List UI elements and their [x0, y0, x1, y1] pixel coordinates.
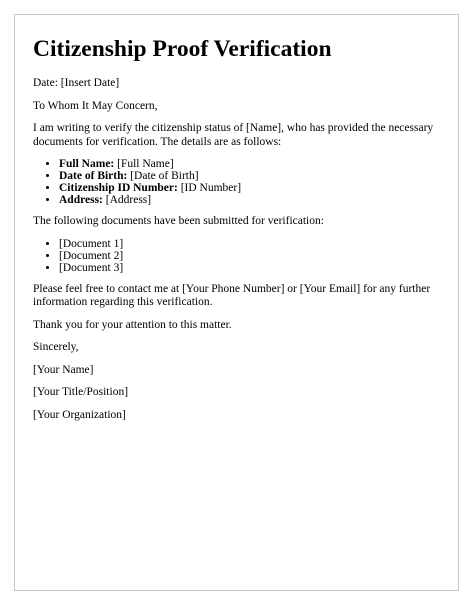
- detail-value: [Address]: [102, 194, 152, 206]
- detail-item-date-of-birth: [59, 170, 440, 182]
- contact-paragraph: Please feel free to contact me at [Your Phone Number] or [Your Email] for any further information regarding this verification.: [33, 282, 431, 308]
- detail-value: [Date of Birth]: [127, 170, 199, 182]
- page-title: Citizenship Proof Verification: [33, 36, 332, 62]
- detail-value: [ID Number]: [177, 182, 242, 194]
- document-item: • [Document 2]: [59, 250, 440, 262]
- detail-item-citizenship-id: [59, 182, 440, 194]
- signature-organization: [Your Organization]: [33, 408, 126, 421]
- salutation: To Whom It May Concern,: [33, 99, 158, 112]
- detail-label: Citizenship ID Number:: [59, 182, 178, 194]
- detail-label: Full Name:: [59, 158, 115, 170]
- thanks-paragraph: Thank you for your attention to this matter.: [33, 318, 232, 331]
- document-item: • [Document 3]: [59, 262, 440, 274]
- detail-value: [Full Name]: [114, 158, 174, 170]
- signature-name: [Your Name]: [33, 363, 94, 376]
- detail-item-full-name: [59, 158, 440, 170]
- closing: Sincerely,: [33, 341, 79, 353]
- detail-label: Address:: [59, 194, 103, 206]
- documents-list: [33, 238, 440, 274]
- letter-page: [14, 14, 459, 591]
- detail-label: Date of Birth:: [59, 170, 128, 182]
- signature-title: [Your Title/Position]: [33, 386, 129, 398]
- documents-intro: The following documents have been submitted for verification:: [33, 215, 324, 227]
- document-item: • [Document 1]: [59, 238, 440, 250]
- detail-item-address: [59, 194, 440, 206]
- date-line: Date: [Insert Date]: [33, 77, 120, 89]
- details-list: [33, 158, 440, 206]
- intro-paragraph: I am writing to verify the citizenship status of [Name], who has provided the necessary documents for verification. The details are as follows:: [33, 122, 434, 148]
